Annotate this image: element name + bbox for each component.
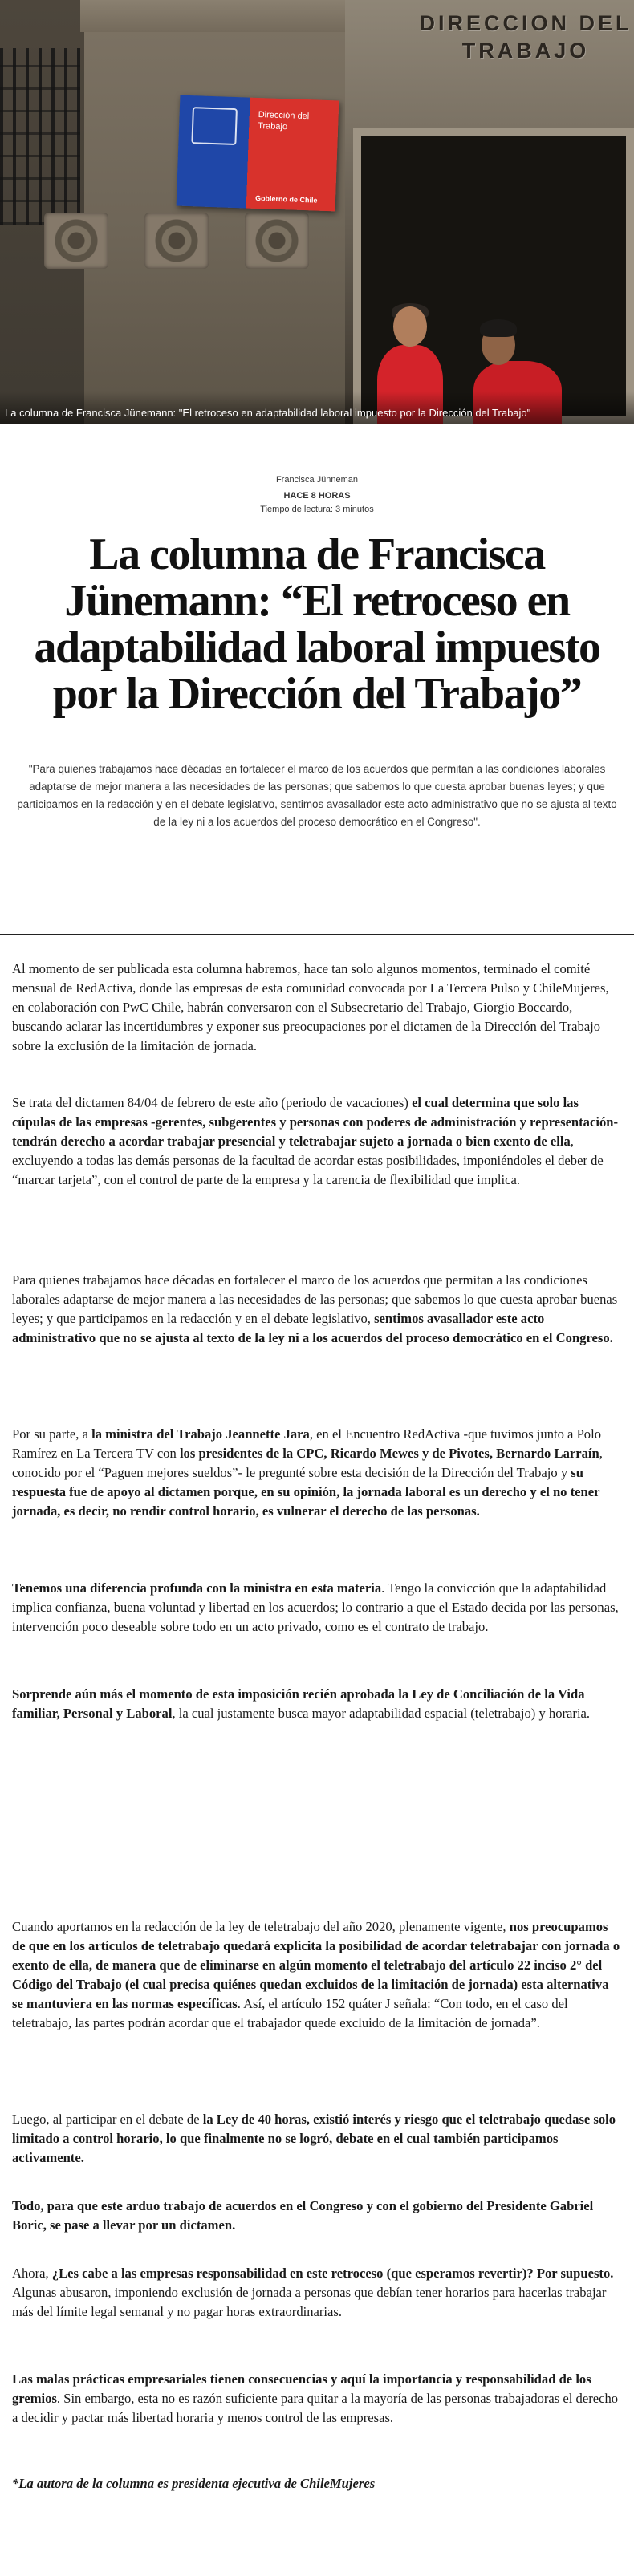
paragraph-text: , excluyendo a todas las demás personas de la facultad de acordar estas posibilidades, imponiéndoles el deber de “marcar tarjeta”, con el control de parte de la empresa y la carencia de flexibilidad que implica.: [12, 1134, 604, 1187]
paragraph-text: Por su parte, a: [12, 1426, 92, 1442]
paragraph-bold-text: el cual determina que solo las cúpulas de las empresas -gerentes, subgerentes y personas con poderes de administración y representación- tendrán derecho a acordar trabajar presencial y teletrabajar sujeto a jornada o bien exento de ella: [12, 1095, 619, 1149]
rosette-ornament: [245, 213, 309, 269]
author-link[interactable]: Francisca Jünneman: [275, 475, 359, 485]
direccion-trabajo-sign: [177, 95, 339, 212]
rosette-ornament: [44, 213, 108, 269]
article-paragraph: [12, 959, 622, 1056]
article-lead: "Para quienes trabajamos hace décadas en fortalecer el marco de los acuerdos que permitan a las condiciones laborales adaptarse de mejor manera a las necesidades de las personas; que sabemos lo que cuesta aprobar buenas leyes; y que participamos en la redacción y en el debate legislativo, sentimos avasallador este acto administrativo que no se ajusta al texto de la ley ni a los acuerdos del proceso democrático en el Congreso".: [17, 763, 617, 828]
article-paragraph: [12, 1579, 622, 1637]
paragraph-bold-text: Sorprende aún más el momento de esta imposición recién aprobada la Ley de Conciliación de la Vida familiar, Personal y Laboral: [12, 1686, 585, 1721]
paragraph-bold-text: la Ley de 40 horas, existió interés y riesgo que el teletrabajo quedase solo limitado a control horario, lo que finalmente no se logró, debate en el cual también participamos activamente.: [12, 2112, 616, 2165]
article-paragraph: [12, 1685, 622, 1723]
sign-title: Dirección del Trabajo: [257, 109, 310, 132]
article-paragraph: [12, 1917, 622, 2033]
paragraph-bold-text: Tenemos una diferencia profunda con la ministra en esta materia: [12, 1580, 382, 1596]
paragraph-text: , en el Encuentro RedActiva -que tuvimos junto a Polo Ramírez en La Tercera TV con: [12, 1426, 602, 1461]
article-paragraph: [12, 2110, 622, 2168]
iron-gate: [0, 48, 80, 225]
paragraph-bold-text: sentimos avasallador este acto administrativo que no se ajusta al texto de la ley ni a los acuerdos del proceso democrático en el Congreso.: [12, 1311, 613, 1345]
article-paragraph: [12, 2370, 622, 2428]
article-paragraph: [12, 1271, 622, 1348]
paragraph-bold-text: Todo, para que este arduo trabajo de acuerdos en el Congreso y con el gobierno del Presidente Gabriel Boric, se pase a llevar por un dictamen.: [12, 2198, 594, 2233]
paragraph-text: Ahora,: [12, 2266, 52, 2281]
sign-footer: Gobierno de Chile: [254, 193, 318, 205]
photo-caption-bar: [0, 391, 634, 424]
paragraph-text: , la cual justamente busca mayor adaptabilidad espacial (teletrabajo) y horaria.: [172, 1706, 591, 1721]
paragraph-bold-text: Las malas prácticas empresariales tienen consecuencias y aquí la importancia y responsabilidad de los gremios: [12, 2371, 591, 2406]
paragraph-text: Algunas abusaron, imponiendo exclusión de jornada a personas que debían tener horarios para hacerlas trabajar más del límite legal semanal y no pagar horas extraordinarias.: [12, 2285, 607, 2319]
building-lintel: [80, 0, 345, 32]
article-paragraph: [12, 2474, 622, 2493]
paragraph-bold-text: los presidentes de la CPC, Ricardo Mewes y de Pivotes, Bernardo Larraín: [179, 1446, 599, 1461]
article-paragraph: [12, 2264, 622, 2322]
facade-inscription: DIRECCION DEL TRABAJO: [419, 11, 632, 63]
paragraph-text: Al momento de ser publicada esta columna habremos, hace tan solo algunos momentos, terminado el comité mensual de RedActiva, donde las empresas de esta comunidad convocada por La Tercera Pulso y ChileMujeres, en colaboración con PwC Chile, habrán conversaron con el Subsecretario del Trabajo, Giorgio Boccardo, buscando aclarar las incertidumbres y exponer sus preocupaciones por el dictamen de la Dirección del Trabajo sobre la exclusión de la limitación de jornada.: [12, 961, 609, 1053]
person-head: [393, 306, 427, 347]
paragraph-text: . Sin embargo, esta no es razón suficiente para quitar a la mayoría de las personas trabajadoras el derecho a decidir y pactar más libertad horaria y menos control de las empresas.: [12, 2391, 619, 2425]
paragraph-text: Cuando aportamos en la redacción de la ley de teletrabajo del año 2020, plenamente vigente,: [12, 1919, 510, 1934]
reading-time: Tiempo de lectura: 3 minutos: [260, 505, 374, 514]
article-headline: La columna de Francisca Jünemann: “El retroceso en adaptabilidad laboral impuesto por la Dirección del Trabajo”: [34, 529, 600, 719]
paragraph-text: . Así, el artículo 152 quáter J señala: “Con todo, en el caso del teletrabajo, las partes podrán acordar que el trabajador quede excluido de la limitación de jornada”.: [12, 1996, 568, 2030]
publish-time: HACE 8 HORAS: [283, 491, 351, 501]
article-paragraph: [12, 1093, 622, 1190]
paragraph-text: Luego, al participar en el debate de: [12, 2112, 203, 2127]
article-meta: [0, 475, 634, 514]
rosette-ornament: [144, 213, 209, 269]
paragraph-text: . Tengo la convicción que la adaptabilidad implica confianza, buena voluntad y libertad en los acuerdos; lo contrario a que el Estado decida por las personas, intervención poco deseable sobre todo en un acto privado, como es el contrato de trabajo.: [12, 1580, 619, 1634]
paragraph-bold-text: ¿Les cabe a las empresas responsabilidad en este retroceso (que esperamos revertir)? Por supuesto.: [51, 2266, 614, 2281]
author-note: *La autora de la columna es presidenta ejecutiva de ChileMujeres: [12, 2476, 376, 2491]
divider: [0, 934, 634, 935]
government-logo-icon: [191, 107, 238, 145]
paragraph-bold-text: su respuesta fue de apoyo al dictamen porque, en su opinión, la jornada laboral es un derecho y el no tener jornada, es decir, no rendir control horario, es vulnerar el derecho de las personas.: [12, 1465, 600, 1519]
article-paragraph: [12, 1425, 622, 1521]
person-hair: [480, 319, 517, 337]
photo-caption: La columna de Francisca Jünemann: "El retroceso en adaptabilidad laboral impuesto por la Dirección del Trabajo": [5, 407, 531, 419]
paragraph-text: Se trata del dictamen 84/04 de febrero de este año (periodo de vacaciones): [12, 1095, 413, 1110]
paragraph-bold-text: nos preocupamos de que en los artículos de teletrabajo quedará explícita la posibilidad de acordar teletrabajar con jornada o exento de ella, de manera que de eliminarse en algún momento el teletrabajo del artículo 22 inciso 2° del Código del Trabajo (el cual precisa quiénes quedan excluidos de la limitación de jornada) esta alternativa se mantuviera en las normas específicas: [12, 1919, 620, 2011]
hero-photo: [0, 0, 634, 424]
article-paragraph: [12, 2197, 622, 2235]
paragraph-bold-text: la ministra del Trabajo Jeannette Jara: [91, 1426, 310, 1442]
paragraph-text: , conocido por el “Paguen mejores sueldos”- le pregunté sobre esta decisión de la Dirección del Trabajo y: [12, 1446, 603, 1480]
paragraph-text: Para quienes trabajamos hace décadas en fortalecer el marco de los acuerdos que permitan a las condiciones laborales adaptarse de mejor manera a las necesidades de las personas; que sabemos lo que cuesta aprobar buenas leyes; y que participamos en la redacción y en el debate legislativo,: [12, 1272, 618, 1326]
